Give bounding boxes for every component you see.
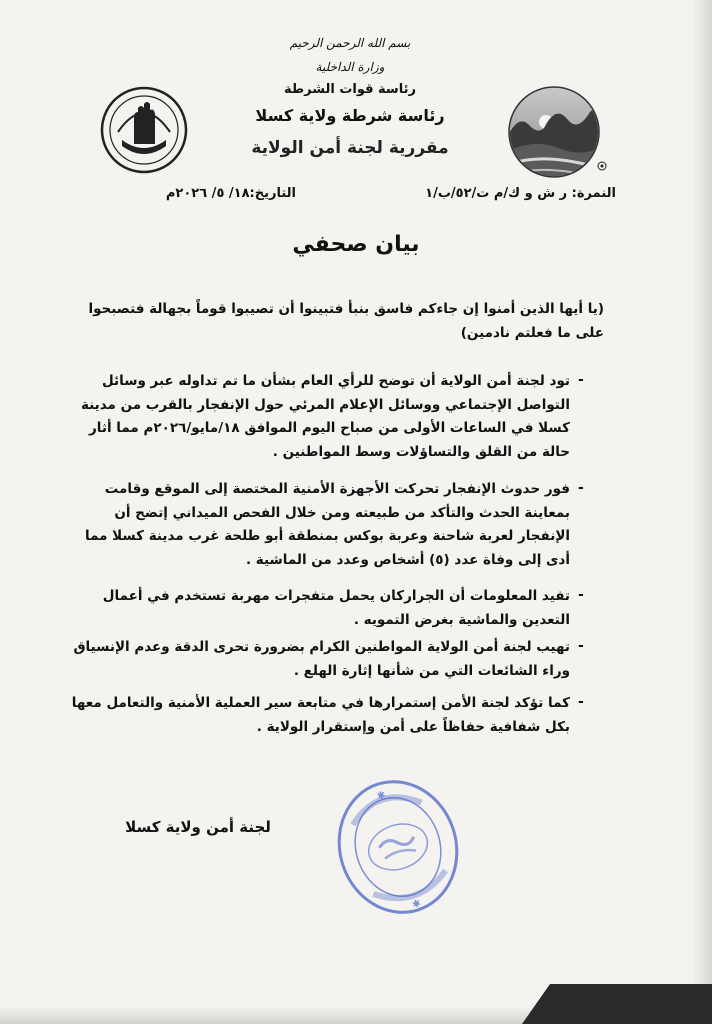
reference-number: النمرة: ر ش و ك/م ت/٥٢/ب/١ xyxy=(425,186,616,201)
police-forces-name: رئاسة قوات الشرطة xyxy=(284,82,416,97)
paragraph-commitment: كما تؤكد لجنة الأمن إستمرارها في متابعة سير العملية الأمنية والتعامل معها بكل شفافية حفاظاً على أمن وإستقرار الولاية . xyxy=(71,695,570,735)
basmala: بسم الله الرحمن الرحيم xyxy=(289,36,411,50)
kassala-mountain-emblem xyxy=(504,82,610,188)
paragraph-clarification: تود لجنة أمن الولاية أن توضح للرأي العام بشأن ما تم تداوله عبر وسائل التواصل الإجتماعي ووسائل الإعلام المرئي حول الإنفجار بالقرب من مدينة كسلا في الساعات الأولى من صباح اليوم الموافق ١٨/مايو/٢٠٢٦م مما أثار حالة من القلق والتساؤلات وسط المواطنين . xyxy=(80,373,570,460)
police-badge-emblem xyxy=(100,86,188,174)
signature-committee: لجنة أمن ولاية كسلا xyxy=(125,818,271,836)
quran-verse: (يا أيها الذين أمنوا إن جاءكم فاسق بنبأ فتبينوا أن تصيبوا قوماً بجهالة فتصبحوا على ما فعلتم نادمين) xyxy=(88,301,604,341)
svg-text:✱: ✱ xyxy=(375,789,388,803)
official-stamp xyxy=(332,772,464,922)
committee-seat-name: مقررية لجنة أمن الولاية xyxy=(251,138,449,158)
ministry-name: وزارة الداخلية xyxy=(315,60,385,74)
page-shadow xyxy=(692,0,712,1024)
bullet-dash: - xyxy=(578,587,584,603)
page-title: بيان صحفي xyxy=(292,232,420,257)
paragraph-information: تفيد المعلومات أن الجراركان يحمل متفجرات مهربة تستخدم في أعمال التعدين والماشية بغرض التمويه . xyxy=(102,588,570,628)
bullet-dash: - xyxy=(578,638,584,654)
paragraph-incident: فور حدوث الإنفجار تحركت الأجهزة الأمنية المختصة إلى الموقع وقامت بمعاينة الحدث والتأكد من طبيعته ومن خلال الفحص الميداني إتضح أن الإنفجار لعربة شاحنة وعربة بوكس بمنطقة أبو طلحة غرب مدينة كسلا مما أدى إلى وفاة عدد (٥) أشخاص وعدد من الماشية . xyxy=(85,481,570,568)
bullet-dash: - xyxy=(578,372,584,388)
state-police-name: رئاسة شرطة ولاية كسلا xyxy=(255,106,445,125)
document-date: التاريخ:١٨/ ٥/ ٢٠٢٦م xyxy=(165,186,296,201)
scan-corner-shadow xyxy=(522,984,712,1024)
paragraph-appeal: تهيب لجنة أمن الولاية المواطنين الكرام بضرورة تحرى الدقة وعدم الإنسياق وراء الشائعات التي من شأنها إثارة الهلع . xyxy=(73,639,570,679)
bullet-dash: - xyxy=(578,694,584,710)
bullet-dash: - xyxy=(578,480,584,496)
svg-text:✱: ✱ xyxy=(411,898,423,912)
